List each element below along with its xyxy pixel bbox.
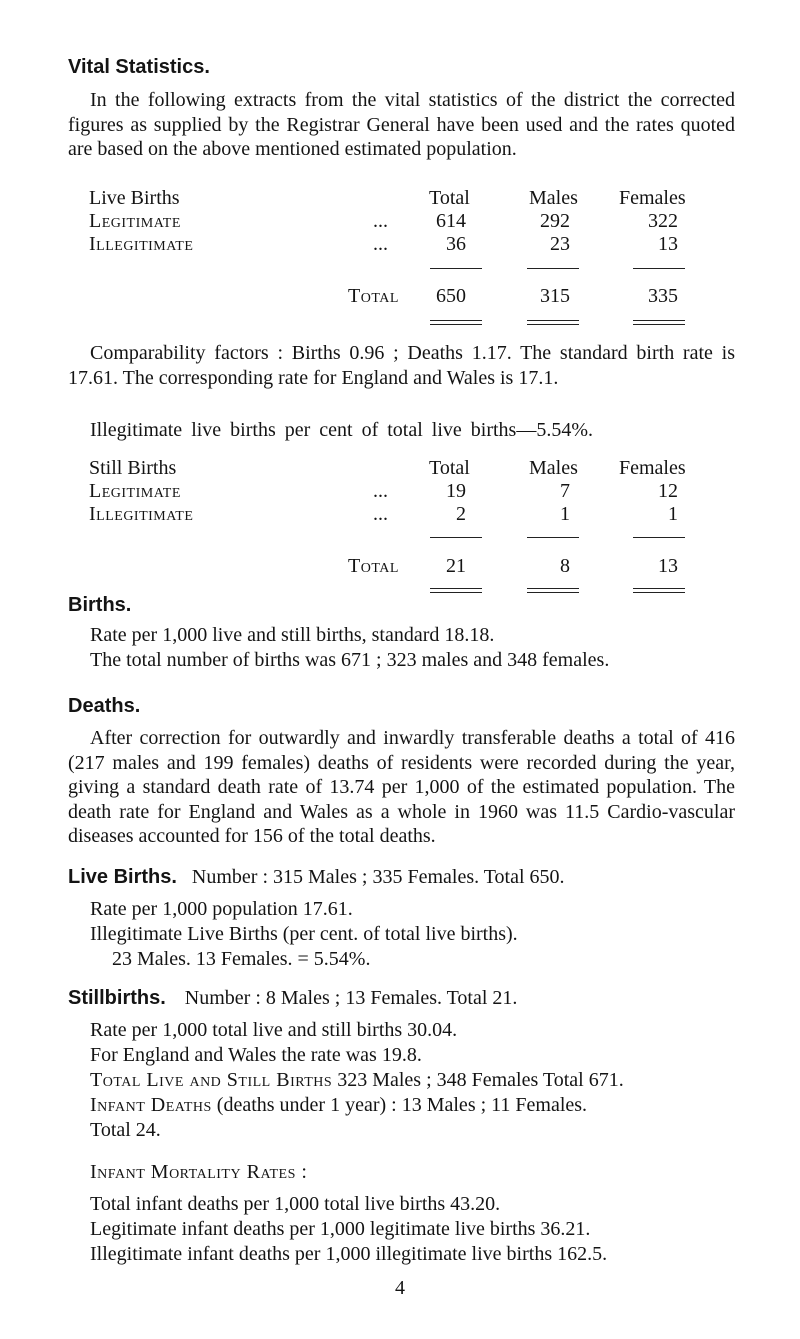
header-males: Males [529,187,578,209]
females-double-rule [633,320,685,325]
intro-paragraph: In the following extracts from the vital statistics of the district the corrected figures as supplied by the Registrar General have been used and the rates quoted are based on the above mentioned estimated population. [68,89,735,160]
total-live-still-label: Total Live and Still Births [90,1069,333,1091]
total-label: Total [348,555,399,577]
infant-mortality-illegitimate: Illegitimate infant deaths per 1,000 illegitimate live births 162.5. [90,1243,608,1265]
infant-deaths-total: Total 24. [90,1119,161,1141]
table-row [89,480,739,503]
page-number: 4 [395,1277,405,1299]
total-rule [430,268,482,269]
males-double-rule [527,320,579,325]
comparability-paragraph: Comparability factors : Births 0.96 ; Deaths 1.17. The standard birth rate is 17.61. The corresponding rate for England and Wales is 17.1. [68,342,735,389]
row-dots: ... [373,503,388,525]
live-births-rate: Rate per 1,000 population 17.61. [90,898,353,920]
header-total: Total [429,457,470,479]
header-label: Live Births [89,187,180,209]
females-rule [633,537,685,538]
table-row [89,233,739,256]
total-live-still-births [90,1068,750,1093]
infant-mortality-heading: Infant Mortality Rates : [90,1161,308,1183]
row-total: 2 [456,503,466,525]
live-births-illegit: Illegitimate Live Births (per cent. of total live births). [90,923,518,945]
infant-deaths-line [90,1093,750,1118]
total-females: 335 [648,285,678,307]
vital-statistics-heading: Vital Statistics. [68,56,210,78]
row-total: 19 [446,480,466,502]
still-births-total-row [89,555,739,578]
stillbirths-heading: Stillbirths. [68,987,166,1009]
females-rule [633,268,685,269]
births-heading: Births. [68,594,132,616]
live-births-summary: Number : 315 Males ; 335 Females. Total 650. [191,866,565,888]
males-rule [527,268,579,269]
total-label: Total [348,285,399,307]
total-rule [430,537,482,538]
header-label: Still Births [89,457,177,479]
females-double-rule [633,588,685,593]
row-males: 23 [550,233,570,255]
infant-mortality-total: Total infant deaths per 1,000 total live births 43.20. [90,1193,501,1215]
header-females: Females [619,187,686,209]
row-females: 13 [658,233,678,255]
row-males: 1 [560,503,570,525]
infant-deaths-label: Infant Deaths [90,1094,212,1116]
row-females: 12 [658,480,678,502]
deaths-paragraph: After correction for outwardly and inwardly transferable deaths a total of 416 (217 males and 199 females) deaths of residents were recorded during the year, giving a standard death rate of 13.74 per 1,000 of the estimated population. The death rate for England and Wales as a whole in 1960 was 11.5 Cardio-vascular diseases accounted for 156 of the total deaths. [68,727,735,847]
live-births-section [68,865,748,890]
live-births-heading: Live Births. [68,866,177,888]
total-double-rule [430,320,482,325]
infant-mortality-legitimate: Legitimate infant deaths per 1,000 legitimate live births 36.21. [90,1218,591,1240]
row-label: Illegitimate [89,233,194,255]
total-double-rule [430,588,482,593]
total-value: 21 [446,555,466,577]
live-births-total-row [89,285,739,308]
row-males: 292 [540,210,570,232]
total-males: 8 [560,555,570,577]
stillbirths-england: For England and Wales the rate was 19.8. [90,1044,422,1066]
total-males: 315 [540,285,570,307]
row-label: Illegitimate [89,503,194,525]
header-males: Males [529,457,578,479]
table-header-row [89,457,739,480]
row-males: 7 [560,480,570,502]
table-row [89,503,739,526]
illegitimate-percent: Illegitimate live births per cent of total live births—5.54%. [90,419,593,441]
stillbirths-summary: Number : 8 Males ; 13 Females. Total 21. [184,987,518,1009]
births-rate: Rate per 1,000 live and still births, standard 18.18. [90,624,495,646]
males-rule [527,537,579,538]
table-row [89,210,739,233]
row-dots: ... [373,233,388,255]
still-births-table [89,457,739,526]
infant-deaths-values: (deaths under 1 year) : 13 Males ; 11 Females. [216,1094,588,1116]
total-females: 13 [658,555,678,577]
total-live-still-values: 323 Males ; 348 Females Total 671. [337,1069,624,1091]
row-label: Legitimate [89,210,181,232]
births-total: The total number of births was 671 ; 323 males and 348 females. [90,649,610,671]
row-total: 614 [436,210,466,232]
stillbirths-rate: Rate per 1,000 total live and still births 30.04. [90,1019,458,1041]
live-births-table [89,187,739,256]
live-births-illegit-values: 23 Males. 13 Females. = 5.54%. [112,948,371,970]
total-value: 650 [436,285,466,307]
stillbirths-section [68,986,748,1011]
row-females: 1 [668,503,678,525]
row-total: 36 [446,233,466,255]
males-double-rule [527,588,579,593]
header-females: Females [619,457,686,479]
row-label: Legitimate [89,480,181,502]
row-dots: ... [373,480,388,502]
header-total: Total [429,187,470,209]
deaths-heading: Deaths. [68,695,141,717]
row-dots: ... [373,210,388,232]
row-females: 322 [648,210,678,232]
table-header-row [89,187,739,210]
